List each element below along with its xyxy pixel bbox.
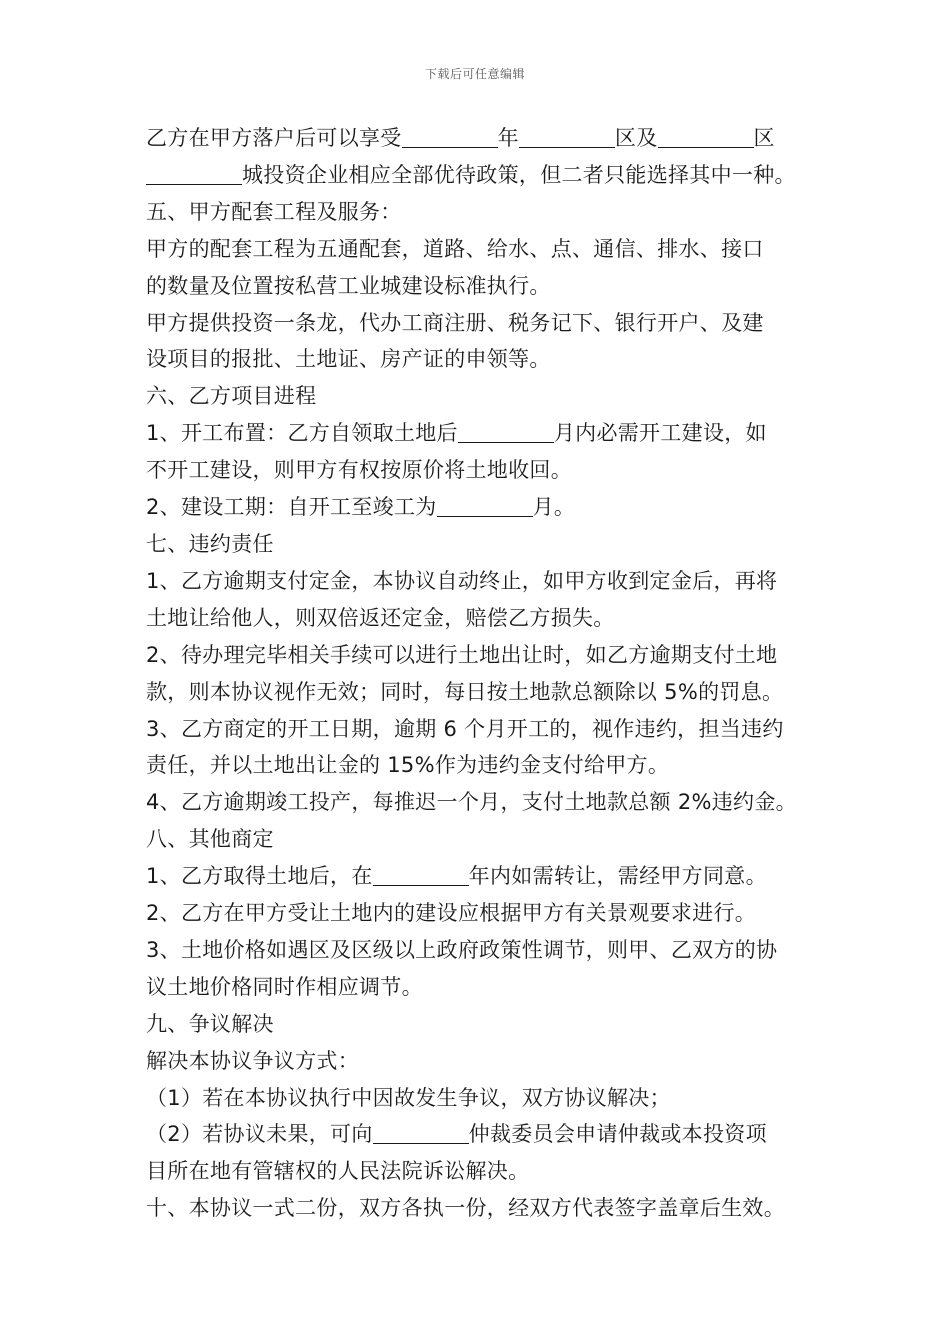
paragraph-line: （1）若在本协议执行中因故发生争议，双方协议解决； bbox=[146, 1085, 671, 1110]
paragraph-line: 款，则本协议视作无效；同时，每日按土地款总额除以 5%的罚息。 bbox=[146, 679, 784, 704]
paragraph-line: 目所在地有管辖权的人民法院诉讼解决。 bbox=[146, 1159, 530, 1184]
paragraph-line: 3、乙方商定的开工日期，逾期 6 个月开工的，视作违约，担当违约 bbox=[146, 716, 784, 741]
paragraph-line: 3、土地价格如遇区及区级以上政府政策性调节，则甲、乙双方的协 bbox=[146, 937, 778, 962]
paragraph-line: （2）若协议未果，可向 仲裁委员会申请仲裁或本投资项 bbox=[146, 1122, 767, 1147]
page-header: 下载后可任意编辑 bbox=[424, 67, 525, 81]
paragraph-line: 的数量及位置按私营工业城建设标准执行。 bbox=[146, 273, 551, 298]
section-heading: 五、甲方配套工程及服务： bbox=[146, 199, 402, 224]
paragraph-line: 责任，并以土地出让金的 15%作为违约金支付给甲方。 bbox=[146, 753, 670, 778]
paragraph-line: 2、待办理完毕相关手续可以进行土地出让时，如乙方逾期支付土地 bbox=[146, 642, 778, 667]
fill-blank bbox=[402, 125, 498, 148]
paragraph-line: 4、乙方逾期竣工投产，每推迟一个月，支付土地款总额 2%违约金。 bbox=[146, 790, 797, 815]
paragraph-line: 城投资企业相应全部优待政策，但二者只能选择其中一种。 bbox=[146, 157, 826, 194]
paragraph-line: 土地让给他人，则双倍返还定金，赔偿乙方损失。 bbox=[146, 605, 615, 630]
fill-blank bbox=[519, 125, 615, 148]
paragraph-line: 1、乙方取得土地后，在 年内如需转让，需经甲方同意。 bbox=[146, 864, 767, 889]
fill-blank bbox=[373, 1121, 469, 1144]
paragraph-line: 甲方的配套工程为五通配套，道路、给水、点、通信、排水、接口 bbox=[146, 236, 764, 261]
paragraph-line: 甲方提供投资一条龙，代办工商注册、税务记下、银行开户、及建 bbox=[146, 310, 764, 335]
fill-blank bbox=[146, 162, 242, 185]
section-heading: 六、乙方项目进程 bbox=[146, 384, 317, 409]
paragraph-line: 2、乙方在甲方受让土地内的建设应根据甲方有关景观要求进行。 bbox=[146, 901, 757, 926]
paragraph-line: 解决本协议争议方式： bbox=[146, 1048, 359, 1073]
paragraph-line: 不开工建设，则甲方有权按原价将土地收回。 bbox=[146, 458, 572, 483]
paragraph-line: 设项目的报批、土地证、房产证的申领等。 bbox=[146, 347, 551, 372]
section-heading: 九、争议解决 bbox=[146, 1011, 274, 1036]
paragraph-line: 1、乙方逾期支付定金，本协议自动终止，如甲方收到定金后，再将 bbox=[146, 568, 778, 593]
document-body bbox=[146, 120, 826, 1227]
fill-blank bbox=[437, 494, 533, 517]
section-heading: 十、本协议一式二份，双方各执一份，经双方代表签字盖章后生效。 bbox=[146, 1196, 785, 1221]
paragraph-line: 议土地价格同时作相应调节。 bbox=[146, 974, 423, 999]
paragraph-line: 2、建设工期：自开工至竣工为 月。 bbox=[146, 495, 576, 520]
fill-blank bbox=[458, 420, 554, 443]
fill-blank bbox=[658, 125, 754, 148]
section-heading: 八、其他商定 bbox=[146, 827, 274, 852]
section-heading: 七、违约责任 bbox=[146, 531, 274, 556]
fill-blank bbox=[373, 863, 469, 886]
paragraph-line: 乙方在甲方落户后可以享受 年 区及 区 bbox=[146, 126, 775, 150]
paragraph-line: 1、开工布置：乙方自领取土地后 月内必需开工建设，如 bbox=[146, 421, 767, 446]
